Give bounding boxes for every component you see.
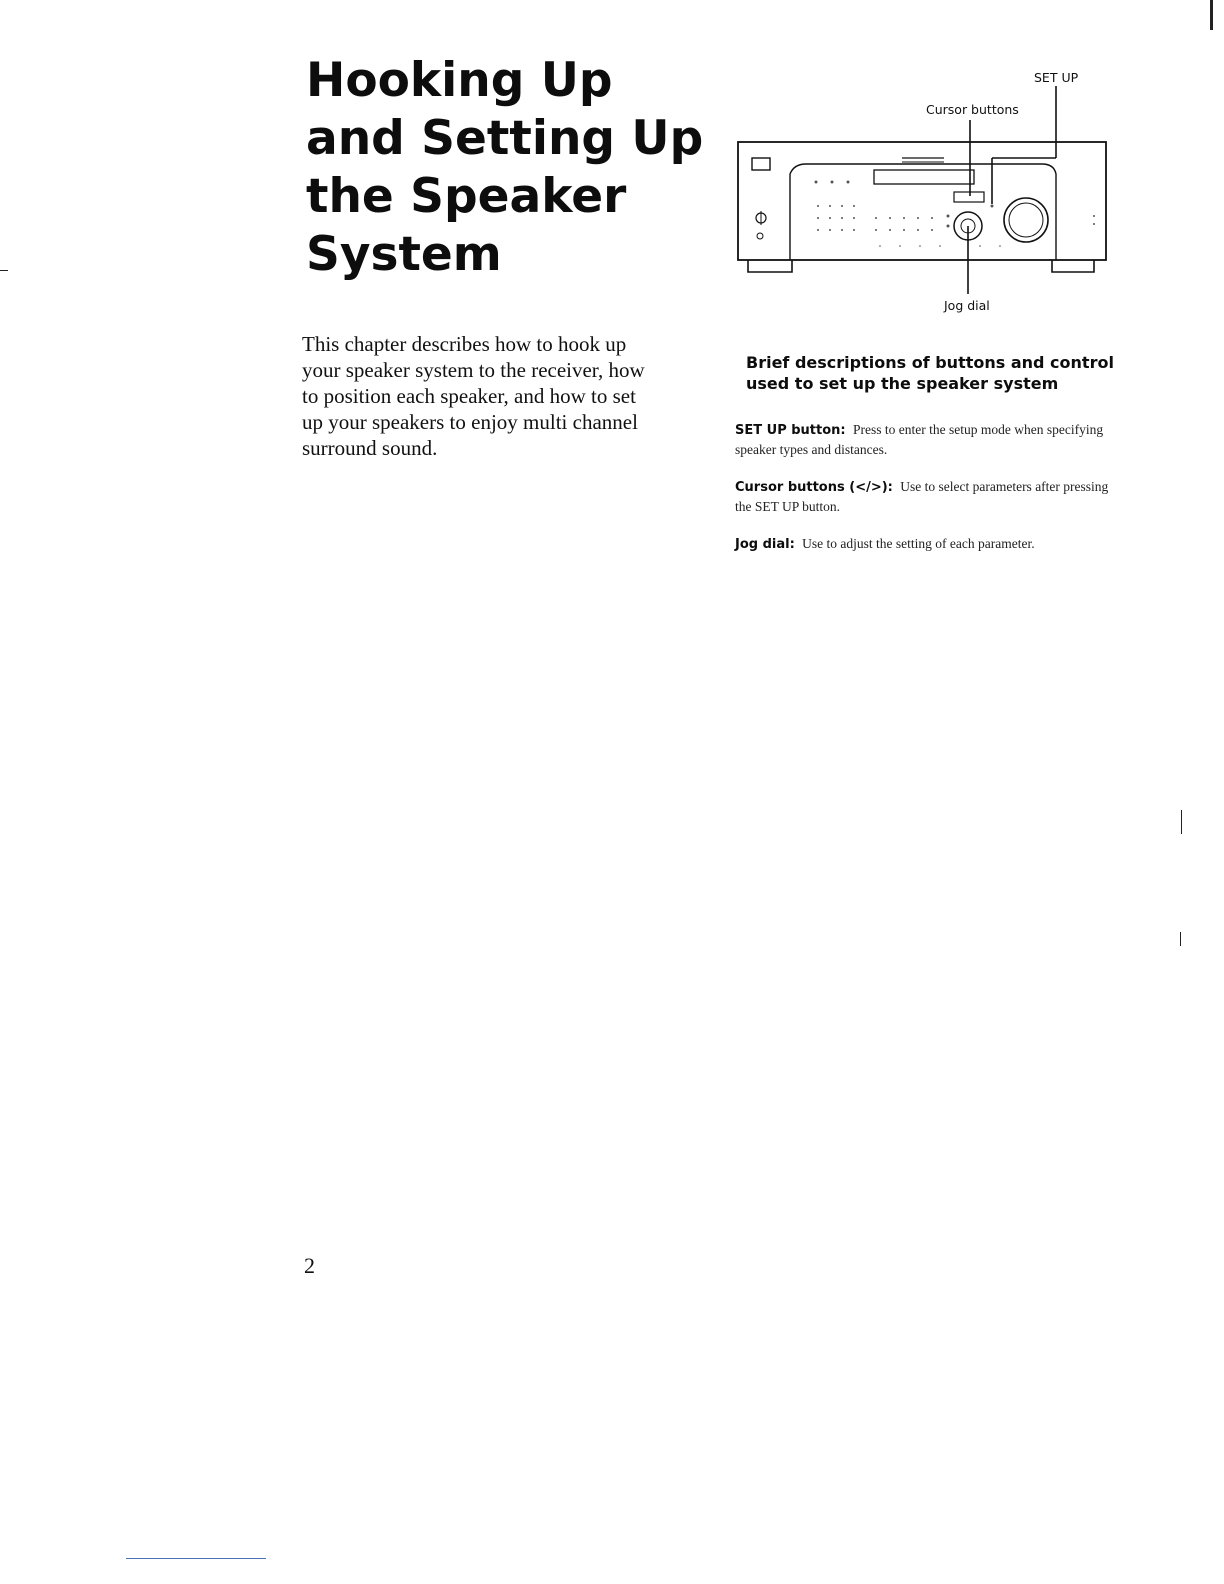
description-item-cursor-buttons [735, 477, 1110, 516]
description-term: Cursor buttons (</>): [735, 480, 893, 495]
set-up-callout-label: SET UP [1034, 70, 1079, 85]
description-term: Jog dial: [735, 537, 795, 552]
chapter-title: Hooking Up and Setting Up the Speaker System [306, 53, 704, 282]
description-text: Press to enter the setup mode when specifying speaker types and distances. [735, 422, 1104, 457]
page-number: 2 [304, 1253, 315, 1278]
description-text: Use to select parameters after pressing the SET UP button. [735, 479, 1109, 514]
receiver-front-panel-illustration [730, 66, 1120, 320]
receiver-diagram [730, 66, 1120, 320]
scan-mark [1210, 0, 1213, 30]
scan-mark [1181, 810, 1182, 834]
description-term: SET UP button: [735, 423, 846, 438]
descriptions-list [735, 420, 1110, 572]
description-item-set-up [735, 420, 1110, 459]
jog-dial-callout-label: Jog dial [944, 298, 990, 313]
cursor-buttons-callout-label: Cursor buttons [926, 102, 1019, 117]
description-item-jog-dial [735, 534, 1110, 554]
descriptions-heading: Brief descriptions of buttons and control used to set up the speaker system [746, 353, 1114, 393]
scan-mark [0, 270, 8, 271]
footer-rule [126, 1558, 266, 1559]
description-text: Use to adjust the setting of each parameter. [802, 536, 1035, 551]
scan-mark [1180, 932, 1181, 946]
intro-paragraph: This chapter describes how to hook up your speaker system to the receiver, how to position each speaker, and how to set up your speakers to enjoy multi channel surround sound. [302, 332, 645, 460]
